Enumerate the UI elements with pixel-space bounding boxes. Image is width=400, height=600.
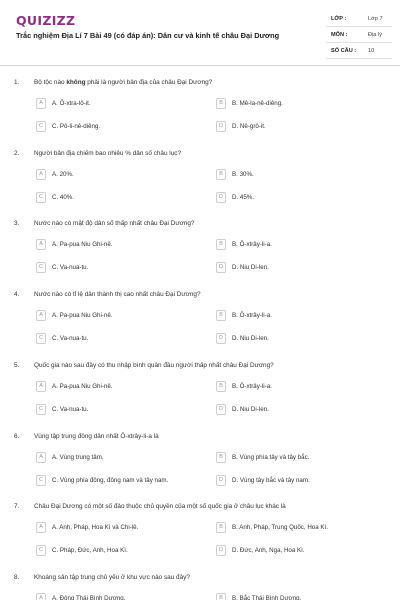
option-letter-box: B: [216, 593, 226, 600]
question-text: [34, 79, 384, 86]
option-letter-box: D: [216, 404, 226, 415]
option-letter-box: B: [216, 310, 226, 321]
answer-option-a[interactable]: [36, 98, 202, 111]
option-letter-box: A: [36, 98, 46, 109]
question-number: 1.: [14, 79, 20, 86]
option-text: D. Đức, Anh, Nga, Hoa Kì.: [232, 547, 305, 555]
option-letter-box: A: [36, 381, 46, 392]
question-text: [34, 291, 384, 298]
option-text: A. Vùng trung tâm.: [52, 453, 104, 461]
answer-option-a[interactable]: [36, 522, 202, 535]
answer-option-a[interactable]: [36, 310, 202, 323]
question-number: 4.: [14, 291, 20, 299]
option-letter-box: D: [216, 121, 226, 132]
option-text: B. Ô-xtrây-li-a.: [232, 382, 272, 390]
answer-option-d[interactable]: [216, 262, 382, 275]
option-letter-box: B: [216, 239, 226, 250]
question-number: 7.: [14, 503, 20, 511]
question-text-part: Nước nào có tỉ lệ dân thành thị cao nhất châu Đại Dương?: [34, 291, 201, 299]
option-text: A. 20%.: [52, 170, 74, 178]
answer-option-d[interactable]: [216, 333, 382, 346]
question-text: [34, 503, 384, 510]
question-number: 6.: [14, 432, 20, 440]
option-letter-box: D: [216, 333, 226, 344]
answer-option-a[interactable]: [36, 593, 202, 600]
question-text-part: Vùng tập trung đông dân nhất Ô-xtrây-li-a là: [34, 432, 159, 440]
option-text: C. Va-nua-tu.: [52, 405, 89, 413]
option-letter-box: C: [36, 192, 46, 203]
answer-option-a[interactable]: [36, 452, 202, 465]
answer-option-d[interactable]: [216, 192, 382, 205]
meta-grade-value: Lớp 7: [368, 16, 383, 22]
option-letter-box: A: [36, 239, 46, 250]
question-3: [0, 220, 400, 290]
question-text-part: Quốc gia nào sau đây có thu nhập bình quân đầu người thấp nhất châu Đại Dương?: [34, 361, 274, 369]
question-text: [34, 574, 384, 581]
option-letter-box: B: [216, 381, 226, 392]
question-text-part: không: [66, 79, 86, 86]
question-text: [34, 362, 384, 369]
option-text: B. Ô-xtrây-li-a.: [232, 312, 272, 320]
option-letter-box: C: [36, 333, 46, 344]
meta-subject: [326, 27, 392, 43]
meta-subject-label: MÔN :: [331, 32, 348, 38]
answer-option-c[interactable]: [36, 545, 202, 558]
question-text-part: Khoáng sản tập trung chủ yếu ở khu vực nào sau đây?: [34, 573, 190, 581]
option-letter-box: C: [36, 475, 46, 486]
page-title: Trắc nghiệm Địa Lí 7 Bài 49 (có đáp án): Dân cư và kinh tế châu Đại Dương: [16, 31, 280, 40]
answer-option-a[interactable]: [36, 169, 202, 182]
option-text: C. Va-nua-tu.: [52, 335, 89, 343]
meta-grade-label: LỚP :: [331, 16, 347, 22]
option-text: A. Pa-pua Niu Ghi-nê.: [52, 312, 113, 320]
option-text: A. Pa-pua Niu Ghi-nê.: [52, 382, 113, 390]
answer-option-c[interactable]: [36, 192, 202, 205]
option-letter-box: B: [216, 452, 226, 463]
question-text: [34, 220, 384, 227]
option-letter-box: D: [216, 545, 226, 556]
meta-count-value: 10: [368, 48, 375, 54]
question-text-part: Nước nào có mật độ dân số thấp nhất châu Đại Dương?: [34, 220, 195, 228]
option-text: B. Anh, Pháp, Trung Quốc, Hoa Kì.: [232, 524, 328, 532]
option-text: C. 40%.: [52, 193, 75, 201]
answer-option-d[interactable]: [216, 121, 382, 134]
answer-option-b[interactable]: [216, 239, 382, 252]
option-letter-box: A: [36, 310, 46, 321]
option-text: D. Niu Di-len.: [232, 335, 269, 343]
option-letter-box: D: [216, 192, 226, 203]
question-1: [0, 79, 400, 149]
answer-option-b[interactable]: [216, 98, 382, 111]
answer-option-c[interactable]: [36, 333, 202, 346]
answer-option-d[interactable]: [216, 475, 382, 488]
answer-option-c[interactable]: [36, 121, 202, 134]
option-text: D. Nê-grô-it.: [232, 123, 266, 130]
question-text: [34, 150, 384, 157]
question-text: [34, 433, 384, 440]
option-text: D. Vùng tây bắc và tây nam.: [232, 476, 310, 484]
answer-option-c[interactable]: [36, 262, 202, 275]
question-text-part: Châu Đại Dương có một số đảo thuộc chủ quyền của một số quốc gia ở châu lục khác là: [34, 503, 286, 511]
option-letter-box: A: [36, 522, 46, 533]
meta-grade: [326, 11, 392, 27]
option-letter-box: C: [36, 545, 46, 556]
answer-option-d[interactable]: [216, 545, 382, 558]
option-text: B. Vùng phía tây và tây bắc.: [232, 453, 310, 461]
meta-count-label: SỐ CÂU :: [331, 48, 357, 54]
option-letter-box: B: [216, 169, 226, 180]
option-letter-box: A: [36, 593, 46, 600]
option-text: C. Vùng phía đông, đông nam và tây nam.: [52, 476, 169, 484]
option-text: A. Đông Thái Bình Dương.: [52, 594, 126, 600]
meta-subject-value: Địa lý: [368, 32, 382, 38]
answer-option-a[interactable]: [36, 239, 202, 252]
question-text-part: phải là người bản địa của châu Đại Dương?: [85, 79, 213, 86]
question-2: [0, 150, 400, 220]
answer-option-b[interactable]: [216, 381, 382, 394]
question-7: [0, 503, 400, 573]
answer-option-a[interactable]: [36, 381, 202, 394]
answer-option-d[interactable]: [216, 404, 382, 417]
question-4: [0, 291, 400, 361]
option-letter-box: C: [36, 121, 46, 132]
worksheet-header: [0, 0, 400, 66]
question-number: 8.: [14, 573, 20, 581]
question-text-part: Người bản địa chiếm bao nhiêu % dân số châu lục?: [34, 149, 182, 157]
option-letter-box: A: [36, 452, 46, 463]
answer-option-c[interactable]: [36, 404, 202, 417]
question-6: [0, 433, 400, 503]
option-text: B. Ô-xtrây-li-a.: [232, 241, 272, 249]
option-text: A. Ô-xtra-lô-it.: [52, 100, 91, 107]
option-text: A. Pa-pua Niu Ghi-nê.: [52, 241, 113, 249]
option-letter-box: B: [216, 522, 226, 533]
option-letter-box: D: [216, 475, 226, 486]
answer-option-b[interactable]: [216, 452, 382, 465]
question-number: 2.: [14, 149, 20, 157]
option-letter-box: B: [216, 98, 226, 109]
question-number: 3.: [14, 220, 20, 228]
question-8: [0, 574, 400, 600]
option-text: D. 45%.: [232, 193, 255, 201]
answer-option-c[interactable]: [36, 475, 202, 488]
option-letter-box: A: [36, 169, 46, 180]
meta-count: [326, 43, 392, 59]
option-text: A. Anh, Pháp, Hoa Kì và Chi-lê.: [52, 524, 139, 532]
option-text: B. Bắc Thái Bình Dương.: [232, 594, 302, 600]
option-text: C. Pô-li-nê-diêng.: [52, 123, 101, 130]
option-text: B. Mê-la-nê-diêng.: [232, 100, 283, 107]
option-text: B. 30%.: [232, 170, 254, 178]
option-text: D. Niu Di-len.: [232, 264, 269, 272]
question-5: [0, 362, 400, 432]
option-letter-box: D: [216, 262, 226, 273]
question-number: 5.: [14, 361, 20, 369]
option-text: C. Va-nua-tu.: [52, 264, 89, 272]
answer-option-b[interactable]: [216, 310, 382, 323]
option-text: C. Pháp, Đức, Anh, Hoa Kì.: [52, 547, 128, 555]
option-letter-box: C: [36, 404, 46, 415]
quizizz-logo: QUIZIZZ: [16, 13, 76, 28]
option-text: D. Niu Di-len.: [232, 405, 269, 413]
answer-option-b[interactable]: [216, 169, 382, 182]
option-letter-box: C: [36, 262, 46, 273]
answer-option-b[interactable]: [216, 593, 382, 600]
question-text-part: Bộ tộc nào: [34, 79, 67, 86]
answer-option-b[interactable]: [216, 522, 382, 535]
